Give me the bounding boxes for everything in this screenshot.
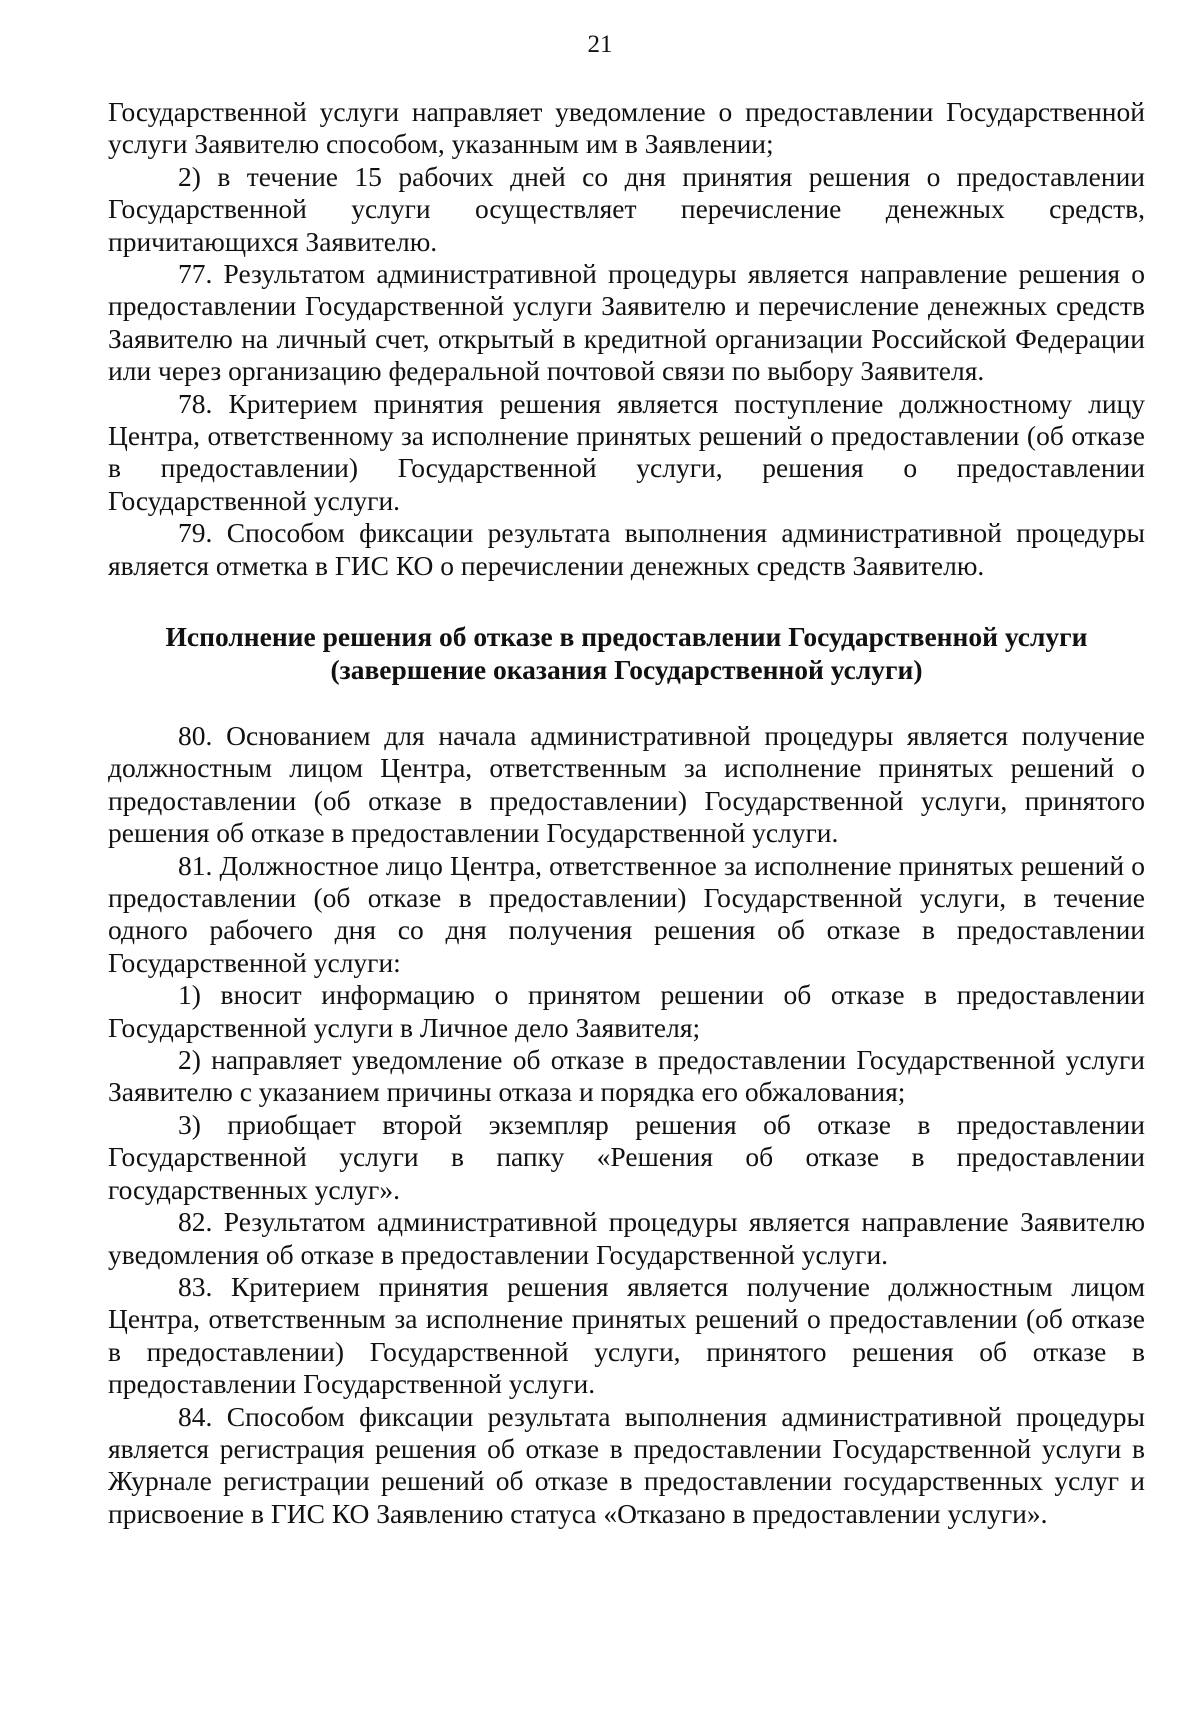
paragraph-81: 81. Должностное лицо Центра, ответственное за исполнение принятых решений о предоставлении (об отказе в предоставлении) Государственной услуги, в течение одного рабочего дня со дня получения решения об отказе в предоставлении Государственной услуги: bbox=[108, 849, 1145, 978]
paragraph-81-item-2: 2) направляет уведомление об отказе в предоставлении Государственной услуги Заявителю с указанием причины отказа и порядка его обжалования; bbox=[108, 1044, 1145, 1108]
paragraph-81-item-1: 1) вносит информацию о принятом решении об отказе в предоставлении Государственной услуги в Личное дело Заявителя; bbox=[108, 979, 1145, 1043]
top-text-block bbox=[108, 96, 1145, 582]
paragraph-77: 77. Результатом административной процедуры является направление решения о предоставлении Государственной услуги Заявителю и перечисление денежных средств Заявителю на личный счет, открытый в кредитной организации Российской Федерации или через организацию федеральной почтовой связи по выбору Заявителя. bbox=[108, 258, 1145, 387]
paragraph-78: 78. Критерием принятия решения является поступление должностному лицу Центра, ответственному за исполнение принятых решений о предоставлении (об отказе в предоставлении) Государственной услуги, решения о предоставлении Государственной услуги. bbox=[108, 387, 1145, 516]
paragraph-83: 83. Критерием принятия решения является получение должностным лицом Центра, ответственным за исполнение принятых решений о предоставлении (об отказе в предоставлении) Государственной услуги, принятого решения об отказе в предоставлении Государственной услуги. bbox=[108, 1270, 1145, 1400]
page-number: 21 bbox=[587, 31, 613, 58]
paragraph-item-2: 2) в течение 15 рабочих дней со дня принятия решения о предоставлении Государственной услуги осуществляет перечисление денежных средств, причитающихся Заявителю. bbox=[108, 160, 1145, 257]
paragraph-80: 80. Основанием для начала административной процедуры является получение должностным лицом Центра, ответственным за исполнение принятых решений о предоставлении (об отказе в предоставлении) Государственной услуги, принятого решения об отказе в предоставлении Государственной услуги. bbox=[108, 720, 1145, 849]
section-heading-line-2: (завершение оказания Государственной услуги) bbox=[330, 654, 923, 685]
paragraph-82: 82. Результатом административной процедуры является направление Заявителю уведомления об отказе в предоставлении Государственной услуги. bbox=[108, 1206, 1145, 1270]
paragraph-81-item-3: 3) приобщает второй экземпляр решения об отказе в предоставлении Государственной услуги в папку «Решения об отказе в предоставлении государственных услуг». bbox=[108, 1108, 1145, 1205]
bottom-text-block bbox=[108, 720, 1145, 1530]
paragraph-84: 84. Способом фиксации результата выполнения административной процедуры является регистрация решения об отказе в предоставлении Государственной услуги в Журнале регистрации решений об отказе в предоставлении государственных услуг и присвоение в ГИС КО Заявлению статуса «Отказано в предоставлении услуги». bbox=[108, 1400, 1145, 1529]
paragraph-continuation: Государственной услуги направляет уведомление о предоставлении Государственной услуги Заявителю способом, указанным им в Заявлении; bbox=[108, 96, 1145, 160]
section-heading-line-1: Исполнение решения об отказе в предоставлении Государственной услуги bbox=[165, 621, 1088, 652]
paragraph-79: 79. Способом фиксации результата выполнения административной процедуры является отметка в ГИС КО о перечислении денежных средств Заявителю. bbox=[108, 517, 1145, 581]
section-heading bbox=[108, 620, 1145, 686]
